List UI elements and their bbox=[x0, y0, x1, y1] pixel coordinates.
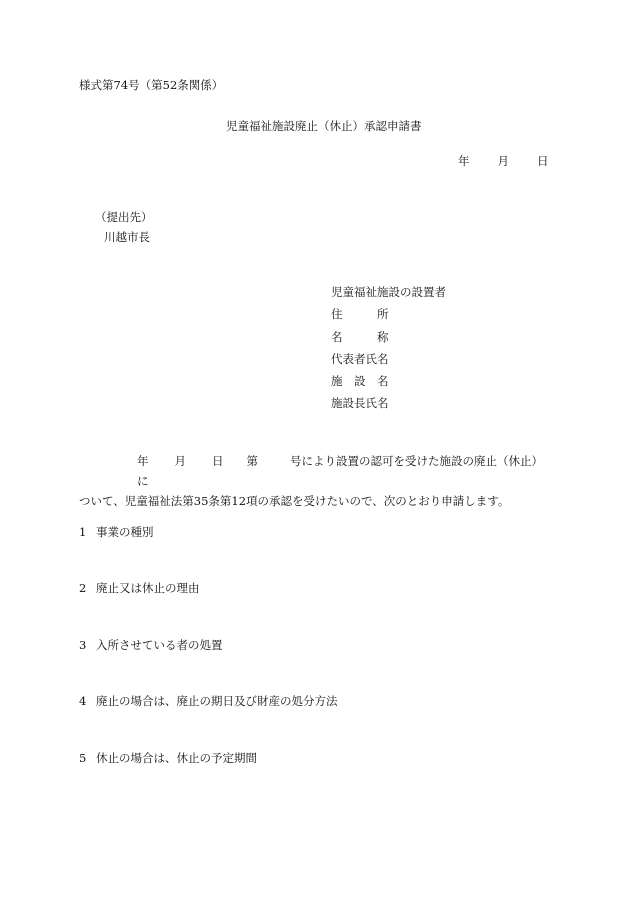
date-month: 月 bbox=[497, 154, 509, 168]
statement-line-2: ついて、児童福祉法第35条第12項の承認を受けたいので、次のとおり申請します。 bbox=[79, 494, 510, 508]
item-number: 2 bbox=[79, 581, 87, 596]
facility-name-label: 施 設 名 bbox=[331, 374, 389, 389]
item-text: 廃止又は休止の理由 bbox=[96, 581, 200, 596]
date-year: 年 bbox=[458, 154, 470, 168]
item-number: 4 bbox=[79, 694, 87, 709]
applicant-block bbox=[331, 287, 446, 421]
item-text: 休止の場合は、休止の予定期間 bbox=[96, 750, 257, 765]
list-item bbox=[79, 583, 338, 639]
application-statement bbox=[79, 451, 554, 511]
representative-name-label: 代表者氏名 bbox=[331, 351, 389, 366]
item-number: 5 bbox=[79, 750, 87, 765]
statement-year: 年 bbox=[137, 454, 149, 468]
statement-line-1 bbox=[79, 451, 554, 491]
item-list bbox=[79, 527, 338, 809]
list-item bbox=[79, 696, 338, 752]
applicant-heading: 児童福祉施設の設置者 bbox=[331, 285, 446, 299]
item-number: 1 bbox=[79, 525, 87, 539]
submit-to-label: （提出先） bbox=[95, 210, 153, 224]
date-day: 日 bbox=[537, 154, 549, 168]
item-text: 廃止の場合は、廃止の期日及び財産の処分方法 bbox=[96, 694, 338, 709]
statement-line-1-rest: 号により設置の認可を受けた施設の廃止（休止）に bbox=[137, 454, 543, 488]
list-item bbox=[79, 750, 338, 809]
list-item bbox=[79, 637, 338, 696]
facility-head-name-label: 施設長氏名 bbox=[331, 396, 389, 411]
list-item bbox=[79, 527, 338, 583]
item-text: 入所させている者の処置 bbox=[96, 637, 223, 652]
statement-number-prefix: 第 bbox=[246, 454, 258, 468]
addressee: 川越市長 bbox=[104, 230, 150, 244]
statement-day: 日 bbox=[212, 454, 224, 468]
statement-month: 月 bbox=[174, 454, 186, 468]
item-number: 3 bbox=[79, 637, 87, 652]
applicant-name-label: 名 称 bbox=[331, 329, 389, 344]
applicant-address-label: 住 所 bbox=[331, 307, 389, 322]
document-title: 児童福祉施設廃止（休止）承認申請書 bbox=[226, 119, 422, 133]
item-text: 事業の種別 bbox=[96, 525, 154, 539]
form-number: 様式第74号（第52条関係） bbox=[79, 78, 224, 92]
date-line bbox=[458, 156, 549, 168]
